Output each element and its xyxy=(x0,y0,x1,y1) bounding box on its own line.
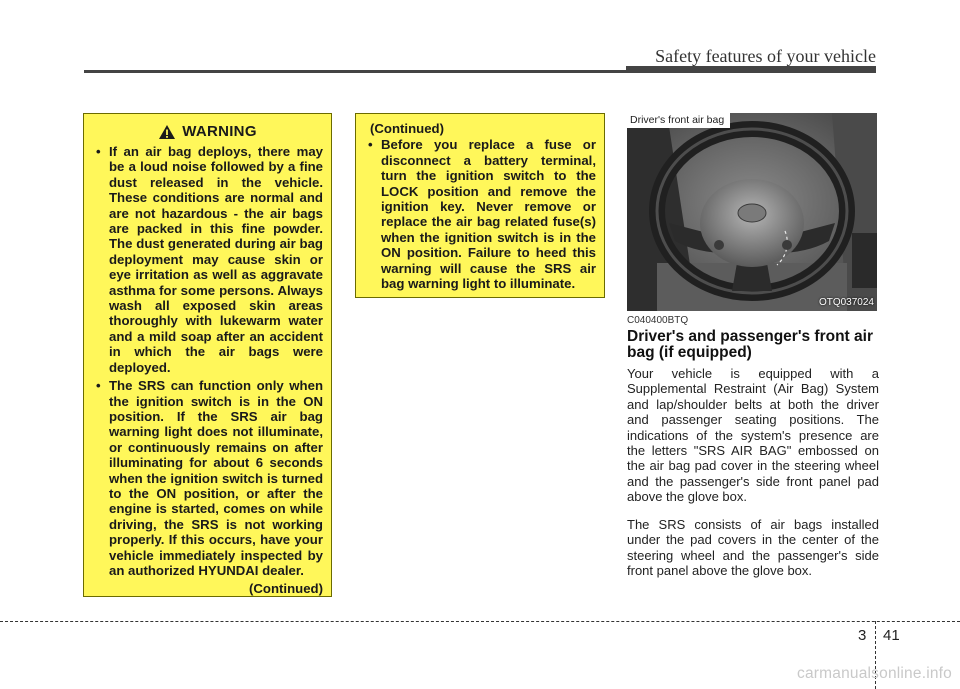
warning-heading-text: WARNING xyxy=(182,123,257,141)
warning-item: • The SRS can function only when the ignition switch is in the ON position. If the SRS air bag warning light does not illuminate, or continuously remains on after illuminating for about 6 seconds when the ignition switch is turned to the ON position, or after the engine is started, comes on while driving, the SRS is not working properly. If this occurs, have your vehicle immediately inspected by an authorized HYUNDAI dealer. xyxy=(92,378,323,578)
page-number: 41 xyxy=(883,627,900,644)
continued-heading: (Continued) xyxy=(370,121,444,136)
warning-box xyxy=(83,113,332,597)
footer-rule xyxy=(0,621,960,622)
page-header-title: Safety features of your vehicle xyxy=(655,46,876,66)
warning-item: • Before you replace a fuse or disconnect a battery terminal, turn the ignition switch to the LOCK position and remove the ignition key. Never remove or replace the air bag related fuse(s) when the ignition switch is in the ON position. Failure to heed this warning will cause the SRS air bag warning light to illuminate. xyxy=(364,137,596,291)
continued-label: (Continued) xyxy=(249,581,323,597)
header-rule xyxy=(84,70,876,73)
section-code: C040400BTQ xyxy=(627,315,689,326)
steering-wheel-photo xyxy=(627,113,877,311)
warning-triangle-icon xyxy=(158,124,176,140)
continued-warning-box xyxy=(355,113,605,298)
section-title: Driver's and passenger's front air bag (if equipped) xyxy=(627,328,873,361)
steering-wheel-illustration xyxy=(627,113,877,311)
photo-caption: Driver's front air bag xyxy=(627,113,730,128)
section-paragraph: Your vehicle is equipped with a Supplemental Restraint (Air Bag) System and lap/shoulder belts at both the driver and passenger seating positions. The indications of the system's presence are the letters "SRS AIR BAG" embossed on the air bag pad cover in the steering wheel and the passenger's side front panel pad above the glove box. xyxy=(627,366,879,505)
warning-heading xyxy=(92,124,323,140)
chapter-number: 3 xyxy=(858,627,867,644)
warning-item: • If an air bag deploys, there may be a loud noise followed by a fine dust released in the vehicle. These conditions are normal and are not hazardous - the air bags are packed in this fine powder. The dust generated during air bag deployment may cause skin or eye irritation as well as aggravate asthma for some persons. Always wash all exposed skin areas thoroughly with lukewarm water and a mild soap after an accident in which the air bags were deployed. xyxy=(92,144,323,375)
section-paragraph: The SRS consists of air bags installed under the pad covers in the center of the steering wheel and the passenger's side front panel above the glove box. xyxy=(627,517,879,579)
photo-code: OTQ037024 xyxy=(818,297,874,308)
watermark: carmanualsonline.info xyxy=(797,665,952,682)
